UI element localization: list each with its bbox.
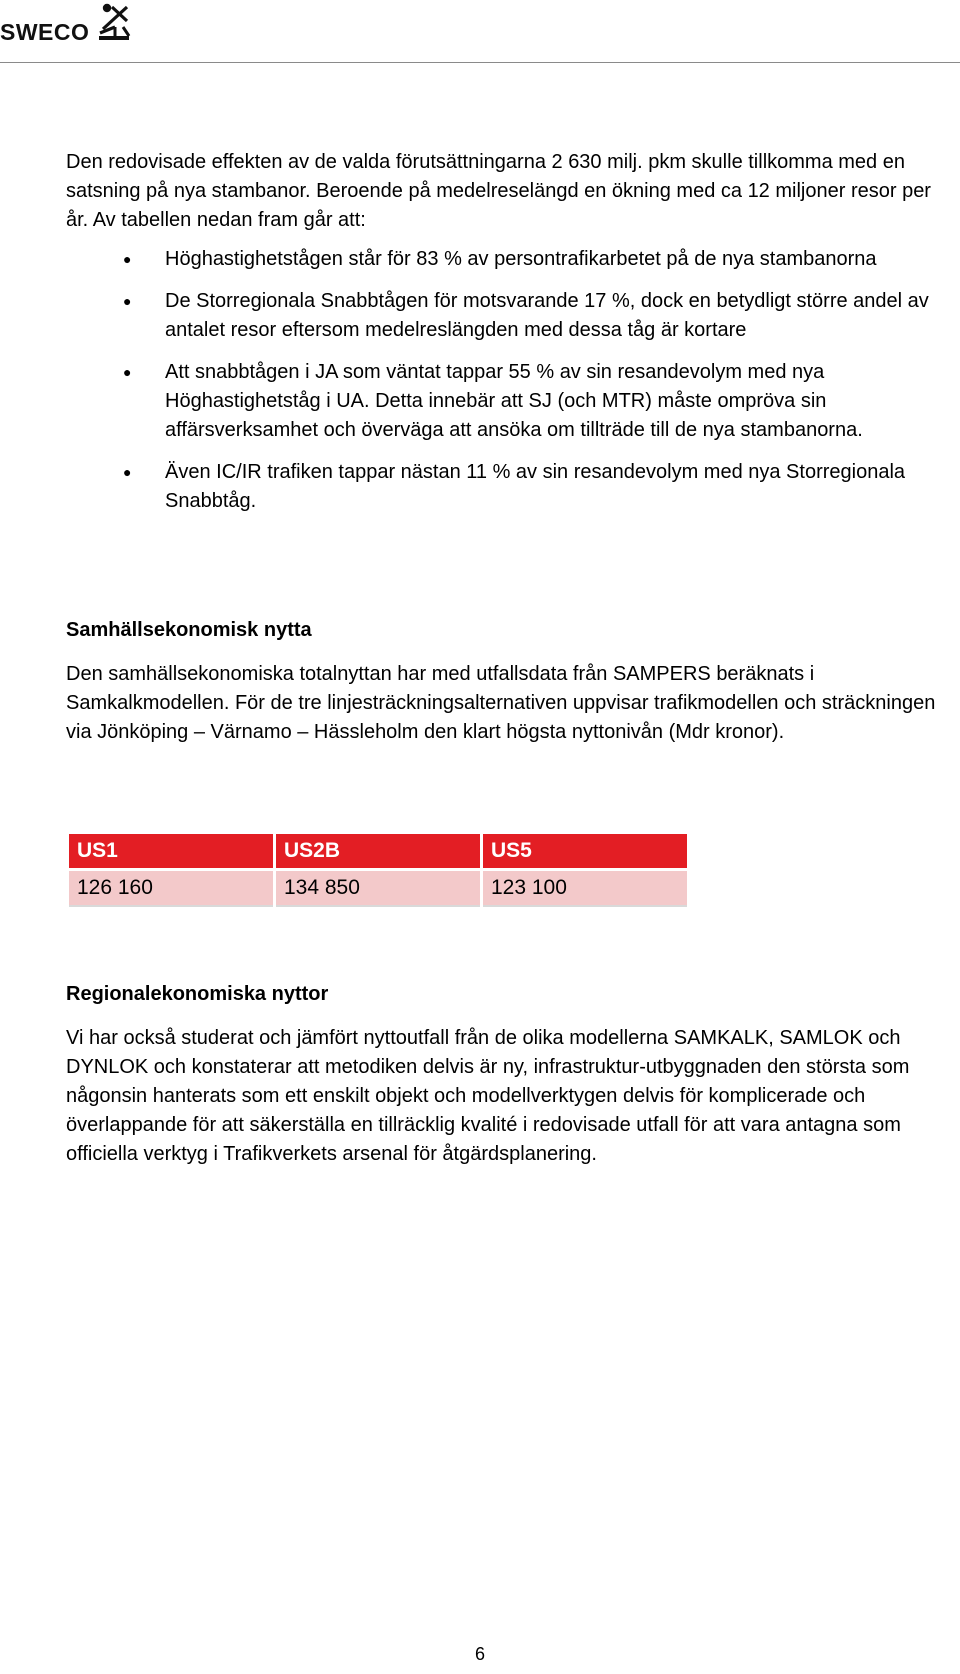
table-header-cell: US2B	[276, 834, 480, 871]
bullet-text: De Storregionala Snabbtågen för motsvarande 17 %, dock en betydligt större andel av antalet resor eftersom medelreslängden med dessa tåg är kortare	[165, 290, 929, 341]
table-header-cell: US1	[69, 834, 273, 871]
list-item	[66, 458, 956, 516]
table-row	[69, 871, 687, 907]
bullet-text: Höghastighetstågen står för 83 % av persontrafikarbetet på de nya stambanorna	[165, 248, 877, 270]
logo-text: SWECO	[0, 18, 90, 45]
table-cell: 134 850	[276, 871, 480, 907]
table-header-row	[69, 834, 687, 871]
section-heading-regionalekonomiska: Regionalekonomiska nyttor	[66, 983, 329, 1005]
list-item	[66, 287, 956, 345]
intro-paragraph: Den redovisade effekten av de valda förutsättningarna 2 630 milj. pkm skulle tillkomma med en satsning på nya stambanor. Beroende på medelreselängd en ökning med ca 12 miljoner resor per år. Av tabellen nedan fram går att:	[66, 151, 931, 231]
sweco-logo	[0, 4, 140, 46]
results-table	[66, 834, 690, 907]
table-cell: 123 100	[483, 871, 687, 907]
table-cell: 126 160	[69, 871, 273, 907]
bullet-icon: ●	[123, 293, 132, 309]
bullet-icon: ●	[123, 464, 132, 480]
list-item	[66, 245, 956, 274]
bullet-text: Att snabbtågen i JA som väntat tappar 55 % av sin resandevolym med nya Höghastighetståg i UA. Detta innebär att SJ (och MTR) måste ompröva sin affärsverksamhet och överväga att ansöka om tillträde till de nya stambanorna.	[165, 361, 863, 441]
sweco-figure-icon	[97, 3, 131, 48]
header-divider	[0, 62, 960, 63]
section-paragraph: Vi har också studerat och jämfört nyttoutfall från de olika modellerna SAMKALK, SAMLOK och DYNLOK och konstaterar att metodiken delvis är ny, infrastruktur-utbyggnaden den största som någonsin hanterats som ett enskilt objekt och modellverktygen delvis för komplicerade och överlappande för att säkerställa en tillräcklig kvalité i redovisade utfall för att vara antagna som officiella verktyg i Trafikverkets arsenal för åtgärdsplanering.	[66, 1027, 910, 1165]
section-paragraph: Den samhällsekonomiska totalnyttan har med utfallsdata från SAMPERS beräknats i Samkalkmodellen. För de tre linjesträckningsalternativen uppvisar trafikmodellen och sträckningen via Jönköping – Värnamo – Hässleholm den klart högsta nyttonivån (Mdr kronor).	[66, 663, 936, 743]
bullet-icon: ●	[123, 251, 132, 267]
table-header-cell: US5	[483, 834, 687, 871]
bullet-text: Även IC/IR trafiken tappar nästan 11 % av sin resandevolym med nya Storregionala Snabbtåg.	[165, 461, 906, 512]
bullet-icon: ●	[123, 364, 132, 380]
page-number: 6	[474, 1644, 485, 1664]
list-item	[66, 358, 956, 445]
intro-block	[66, 148, 956, 529]
bullet-list	[66, 245, 956, 516]
page-header	[0, 0, 960, 64]
section-heading-samhallsekonomisk: Samhällsekonomisk nytta	[66, 619, 312, 641]
